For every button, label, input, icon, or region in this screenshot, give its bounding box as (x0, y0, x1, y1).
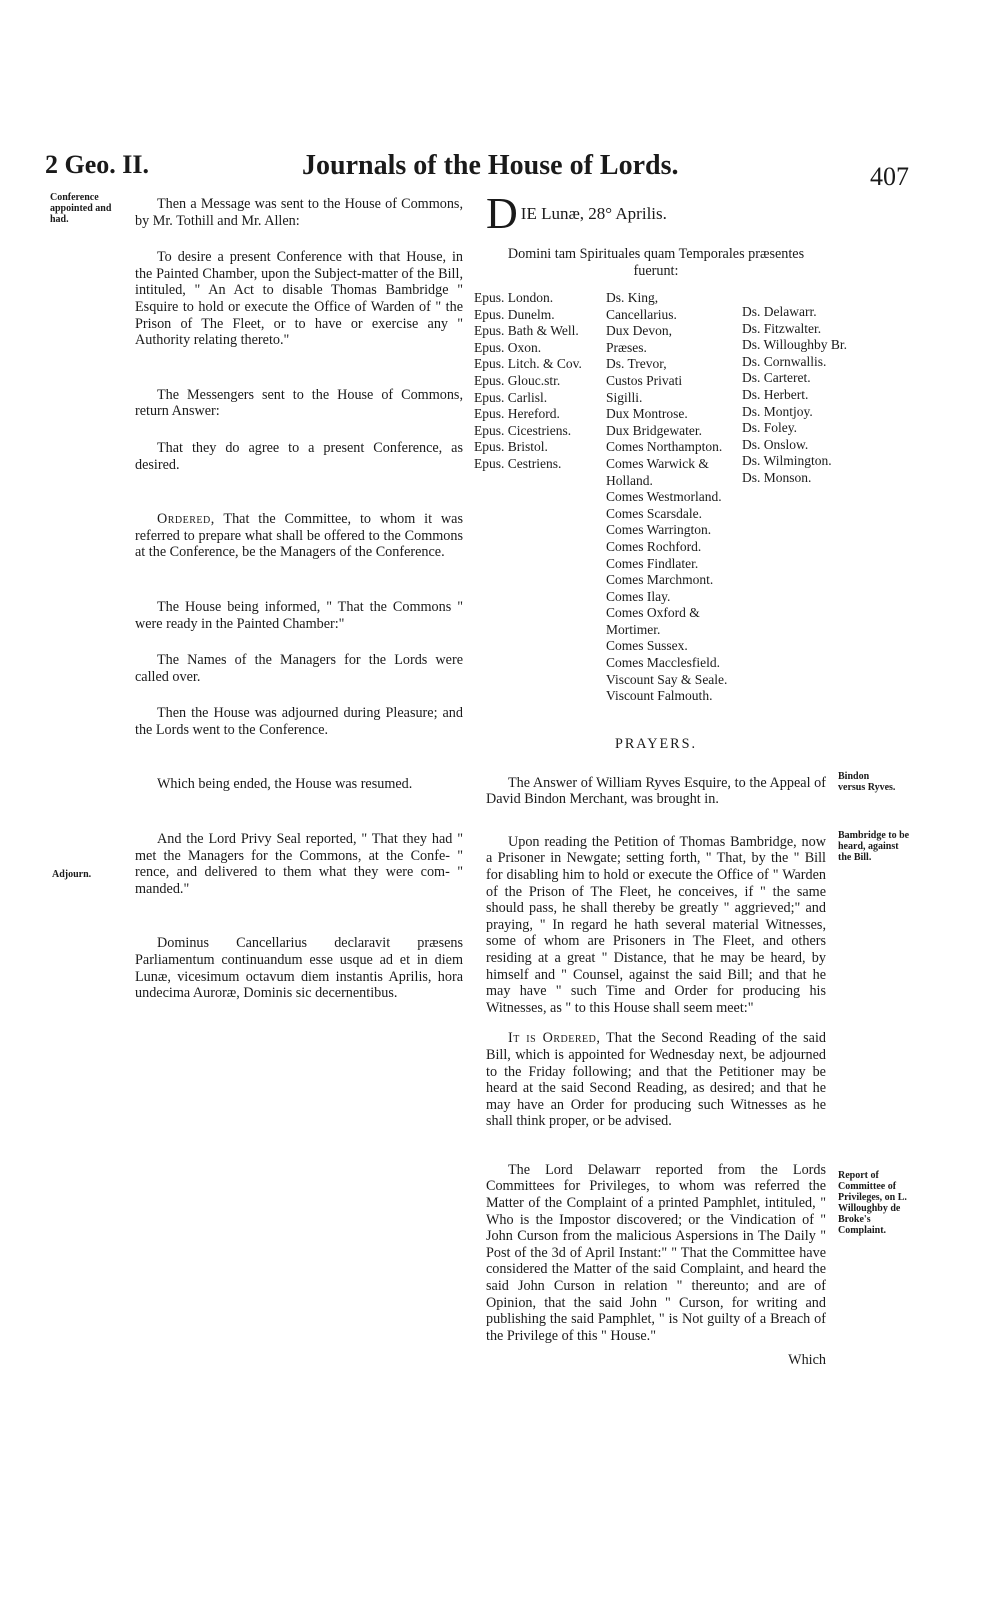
roll-entry: Ds. Onslow. (742, 436, 809, 452)
bambridge-petition: Upon reading the Petition of Thomas Bambridge, now a Prisoner in Newgate; setting forth, " That, by the " Bill for disabling him to hold or execute the Office of " Warden of the Prison of The Fleet, he conceives, if " the same should pass, he shall thereby be greatly " aggrieved;" and praying, " In regard he hath several material Witnesses, some of whom are Prisoners in The Fleet, and others residing at a great " Distance, that he may be heard, by himself and " Counsel, against the said Bill; and that he may have " such Time and Order for producing his Witnesses, as " to this House shall seem meet:" (486, 833, 826, 1016)
prayers-heading: PRAYERS. (614, 736, 698, 752)
roll-entry: Ds. Fitzwalter. (742, 320, 822, 336)
roll-entry: Comes Oxford & (606, 605, 700, 621)
roll-entry: Viscount Falmouth. (606, 688, 713, 704)
privy-seal-report: And the Lord Privy Seal reported, " That they had " met the Managers for the Commons, at the Confe- " rence, and delivered to them what they were com- " manded." (135, 831, 463, 897)
regnal-year: 2 Geo. II. (45, 150, 149, 179)
roll-entry: Comes Ilay. (606, 588, 671, 604)
adjournment-latin: Dominus Cancellarius declaravit præsens Parliamentum continuandum esse usque ad et in diem Lunæ, vicesimum octavum diem instantis Aprilis, hora undecima Auroræ, Dominis sic decernentibus. (135, 935, 463, 1002)
roll-peers (606, 290, 727, 705)
roll-entry: Comes Rochford. (606, 538, 702, 554)
order-text: That the Second Reading of the said Bill, which is appointed for Wednesday next, be adjourned to the Friday following; and that the Petitioner may be heard at the said Second Reading, as desired; and that he may have an Order for producing such Witnesses as he shall think proper, or be advised. (486, 1030, 826, 1130)
roll-entry: Ds. King, (606, 290, 659, 305)
roll-entry: Epus. Cestriens. (474, 455, 562, 471)
roll-entry: Custos Privati (606, 372, 683, 388)
margin-note-report: Report of Committee of Privileges, on L. Willoughby de Broke's Complaint. (838, 1170, 907, 1236)
catchword: Which (788, 1352, 826, 1369)
commons-ready: The House being informed, " That the Commons " were ready in the Painted Chamber:" (135, 598, 463, 632)
message-to-commons: Then a Message was sent to the House of Commons, by Mr. Tothill and Mr. Allen: (135, 196, 463, 229)
roll-entry: Ds. Foley. (742, 420, 798, 436)
roll-entry: Holland. (606, 472, 653, 488)
roll-entry: Comes Marchmont. (606, 572, 714, 588)
roll-entry: Comes Westmorland. (606, 489, 722, 505)
house-resumed: Which being ended, the House was resumed. (157, 776, 413, 793)
right-column-lower (486, 736, 826, 1389)
roll-entry: Ds. Herbert. (742, 386, 809, 402)
managers-called: The Names of the Managers for the Lords were called over. (135, 652, 463, 685)
order-lead: It is Ordered, (508, 1030, 601, 1047)
roll-bishops (474, 290, 582, 473)
roll-entry: Ds. Wilmington. (742, 453, 832, 469)
roll-entry: Dux Bridgewater. (606, 422, 702, 438)
roll-entry: Epus. Bath & Well. (474, 323, 579, 339)
page-number: 407 (870, 162, 909, 191)
roll-entry: Epus. Glouc.str. (474, 372, 561, 388)
roll-entry: Dux Devon, (606, 323, 672, 339)
date-text: IE Lunæ, 28° Aprilis. (520, 204, 667, 223)
roll-entry: Epus. Carlisl. (474, 389, 548, 405)
roll-entry: Epus. Litch. & Cov. (474, 356, 582, 372)
margin-note-adjourn: Adjourn. (52, 869, 92, 880)
sitting-date (486, 189, 826, 240)
second-reading-order (486, 1030, 826, 1130)
roll-entry: Cancellarius. (606, 306, 677, 322)
roll-entry: Comes Macclesfield. (606, 655, 720, 671)
roll-entry: Ds. Montjoy. (742, 403, 813, 419)
roll-entry: Epus. London. (474, 290, 554, 305)
roll-entry: Epus. Dunelm. (474, 306, 555, 322)
right-column (486, 189, 826, 299)
roll-entry: Dux Montrose. (606, 406, 688, 422)
ordered-managers (135, 511, 463, 561)
roll-entry: Ds. Willoughby Br. (742, 337, 847, 353)
roll-entry: Comes Warrington. (606, 522, 712, 538)
conference-request: To desire a present Conference with that House, in the Painted Chamber, upon the Subject-matter of the Bill, intituled, " An Act to disable Thomas Bambridge " Esquire to hold or execute the Office of Warden of " the Prison of The Fleet, or to have or exercise any " Authority relating thereto." (135, 249, 463, 349)
roll-barons (742, 304, 847, 487)
margin-note-bindon: Bindon versus Ryves. (838, 771, 896, 793)
date-initial: D (486, 189, 518, 238)
journal-title: Journals of the House of Lords. (302, 150, 679, 181)
agree-conference: That they do agree to a present Conference, as desired. (135, 439, 463, 473)
roll-entry: Mortimer. (606, 621, 661, 637)
roll-entry: Sigilli. (606, 389, 643, 405)
ryves-answer: The Answer of William Ryves Esquire, to the Appeal of David Bindon Merchant, was brought in. (486, 774, 826, 808)
roll-entry: Ds. Trevor, (606, 356, 667, 372)
roll-entry: Comes Scarsdale. (606, 505, 702, 521)
roll-entry: Ds. Monson. (742, 469, 812, 485)
ordered-lead: Ordered, (157, 511, 215, 528)
roll-entry: Epus. Bristol. (474, 439, 548, 455)
roll-entry: Ds. Delawarr. (742, 304, 817, 319)
roll-entry: Comes Findlater. (606, 555, 699, 571)
roll-entry: Comes Northampton. (606, 439, 723, 455)
roll-entry: Comes Warwick & (606, 455, 709, 471)
roll-entry: Epus. Oxon. (474, 339, 542, 355)
lords-present-heading: Domini tam Spirituales quam Temporales præsentes fuerunt: (507, 246, 805, 279)
roll-entry: Viscount Say & Seale. (606, 671, 728, 687)
privileges-report: The Lord Delawarr reported from the Lords Committees for Privileges, to whom was referred the Matter of the Complaint of a printed Pamphlet, intituled, " Who is the Impostor discovered; or the Vindication of " John Curson from the malicious Aspersions in The Daily " Post of the 3d of April Instant:" " That the Committee have considered the Matter of the said Complaint, and heard the said John Curson in relation " thereunto; and are of Opinion, that the said John " Curson, for writing and publishing the said Pamphlet, " is Not guilty of a Breach of the Privilege of this " House." (486, 1161, 826, 1344)
roll-entry: Epus. Hereford. (474, 406, 560, 422)
margin-note-conference: Conference appointed and had. (50, 192, 112, 225)
left-column (135, 196, 463, 1022)
roll-entry: Præses. (606, 339, 647, 355)
ordered-text: That the Committee, to whom it was referred to prepare what shall be offered to the Commons at the Conference, be the Managers of the Conference. (135, 511, 463, 561)
roll-entry: Comes Sussex. (606, 638, 688, 654)
house-adjourned: Then the House was adjourned during Pleasure; and the Lords went to the Conference. (135, 705, 463, 738)
messengers-return: The Messengers sent to the House of Commons, return Answer: (135, 386, 463, 420)
roll-entry: Ds. Carteret. (742, 370, 811, 386)
roll-entry: Epus. Cicestriens. (474, 422, 572, 438)
roll-entry: Ds. Cornwallis. (742, 353, 827, 369)
margin-note-bambridge: Bambridge to be heard, against the Bill. (838, 830, 910, 863)
